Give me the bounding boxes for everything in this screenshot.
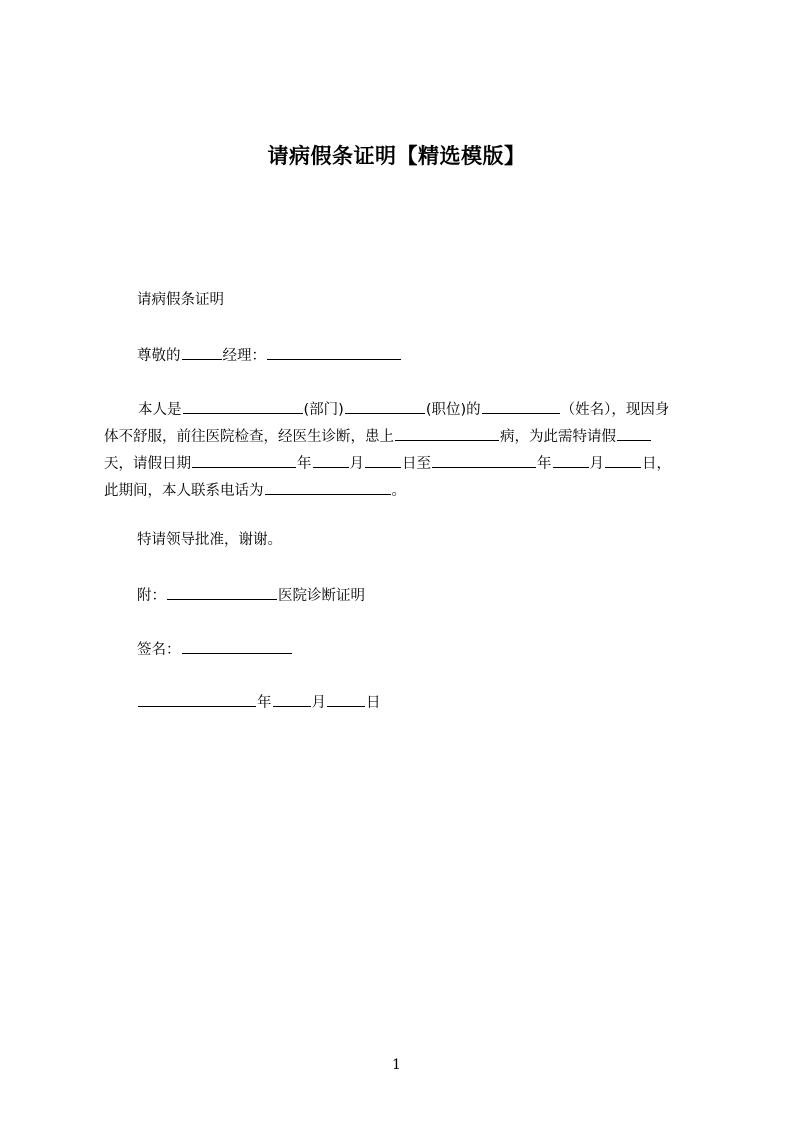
closing-line: 特请领导批准，谢谢。 xyxy=(137,532,282,548)
start-day-blank xyxy=(365,454,401,468)
end-month-blank xyxy=(553,454,589,468)
body-text: 日至 xyxy=(402,456,431,472)
body-text: 。 xyxy=(391,483,406,499)
manager-blank xyxy=(267,346,401,360)
start-month-blank xyxy=(313,454,349,468)
illness-blank xyxy=(395,427,499,441)
salutation-line xyxy=(137,346,402,364)
date-day-label: 日 xyxy=(366,695,381,711)
salutation-prefix: 尊敬的 xyxy=(137,348,181,364)
body-line-4 xyxy=(104,481,406,499)
fullname-blank xyxy=(482,400,560,414)
body-text: 天，请假日期 xyxy=(104,456,191,472)
body-text: 年 xyxy=(537,456,552,472)
page-number: 1 xyxy=(392,1057,401,1073)
attachment-prefix: 附： xyxy=(137,588,166,604)
end-year-blank xyxy=(432,454,536,468)
document-heading: 请病假条证明 xyxy=(137,292,224,308)
document-title: 请病假条证明【精选模版】 xyxy=(267,144,526,168)
body-text: 病，为此需特请假 xyxy=(500,429,616,445)
body-line-3 xyxy=(104,454,671,472)
body-text: 月 xyxy=(589,456,604,472)
body-text: 年 xyxy=(297,456,312,472)
salutation-middle: 经理： xyxy=(222,348,266,364)
body-line-2 xyxy=(104,427,652,445)
phone-blank xyxy=(265,481,391,495)
name-blank xyxy=(182,346,222,360)
hospital-blank xyxy=(167,586,277,600)
body-line-1 xyxy=(138,400,669,418)
signature-blank xyxy=(182,640,292,654)
days-blank xyxy=(617,427,651,441)
body-text: 本人是 xyxy=(138,402,182,418)
body-text: 日， xyxy=(642,456,671,472)
signature-line xyxy=(137,640,293,658)
date-month-blank xyxy=(273,693,311,707)
end-day-blank xyxy=(605,454,641,468)
date-year-blank xyxy=(138,693,256,707)
attachment-line xyxy=(137,586,365,604)
date-month-label: 月 xyxy=(311,695,326,711)
body-text: 此期间，本人联系电话为 xyxy=(104,483,264,499)
date-year-label: 年 xyxy=(257,695,272,711)
body-text: (职位)的 xyxy=(425,402,481,418)
position-blank xyxy=(345,400,425,414)
start-year-blank xyxy=(192,454,296,468)
signature-label: 签名： xyxy=(137,642,181,658)
body-text: （姓名），现因身 xyxy=(560,402,670,418)
body-text: 体不舒服，前往医院检查，经医生诊断，患上 xyxy=(104,429,394,445)
body-text: 月 xyxy=(349,456,364,472)
department-blank xyxy=(183,400,303,414)
date-line xyxy=(137,693,381,711)
body-text: (部门) xyxy=(303,402,344,418)
date-day-blank xyxy=(327,693,365,707)
attachment-suffix: 医院诊断证明 xyxy=(278,588,365,604)
